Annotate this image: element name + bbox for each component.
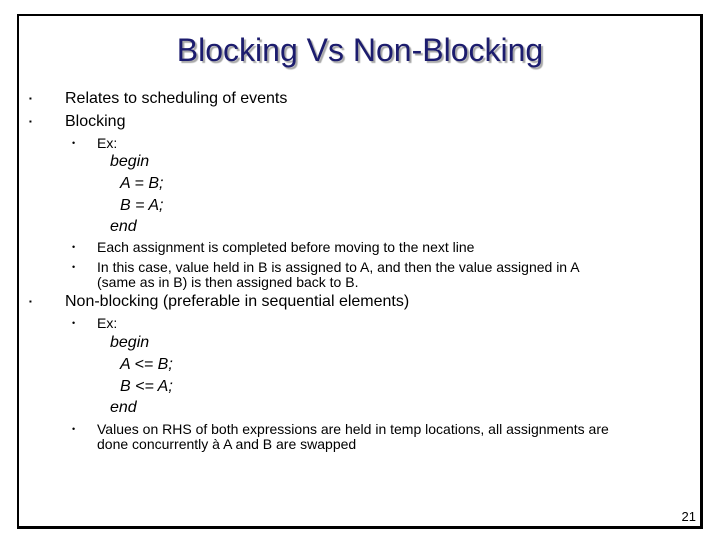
nonblocking-code-line1: A <= B;: [120, 356, 173, 373]
bullet-icon: ▪: [29, 94, 32, 103]
bullet-nonblocking: Non-blocking (preferable in sequential elements): [65, 293, 410, 310]
nonblocking-code-end: end: [110, 399, 137, 416]
nonblocking-note-line2: done concurrently à A and B are swapped: [97, 436, 357, 452]
bullet-icon: •: [72, 424, 76, 434]
blocking-code-line1: A = B;: [120, 175, 164, 192]
blocking-note-2-line1: In this case, value held in B is assigned to A, and then the value assigned in A: [97, 259, 580, 275]
bullet-icon: ▪: [29, 297, 32, 306]
bullet-icon: •: [72, 138, 76, 148]
nonblocking-code-begin: begin: [110, 334, 150, 351]
blocking-note-2-line2: (same as in B) is then assigned back to B.: [97, 274, 359, 290]
bullet-icon: •: [72, 318, 76, 328]
bullet-icon: •: [72, 242, 76, 252]
blocking-code-end: end: [110, 218, 137, 235]
nonblocking-note-line1: Values on RHS of both expressions are held in temp locations, all assignments are: [97, 421, 609, 437]
blocking-code-begin: begin: [110, 153, 150, 170]
nonblocking-ex-label: Ex:: [97, 315, 118, 331]
bullet-icon: ▪: [29, 117, 32, 126]
blocking-ex-label: Ex:: [97, 135, 118, 151]
blocking-note-1: Each assignment is completed before moving to the next line: [97, 239, 475, 255]
bullet-blocking: Blocking: [65, 113, 126, 130]
bullet-scheduling: Relates to scheduling of events: [65, 90, 288, 107]
page-number: 21: [681, 509, 696, 524]
blocking-code-line2: B = A;: [120, 197, 164, 214]
slide-title: Blocking Vs Non-Blocking: [176, 32, 544, 68]
nonblocking-code-line2: B <= A;: [120, 378, 173, 395]
bullet-icon: •: [72, 262, 76, 272]
